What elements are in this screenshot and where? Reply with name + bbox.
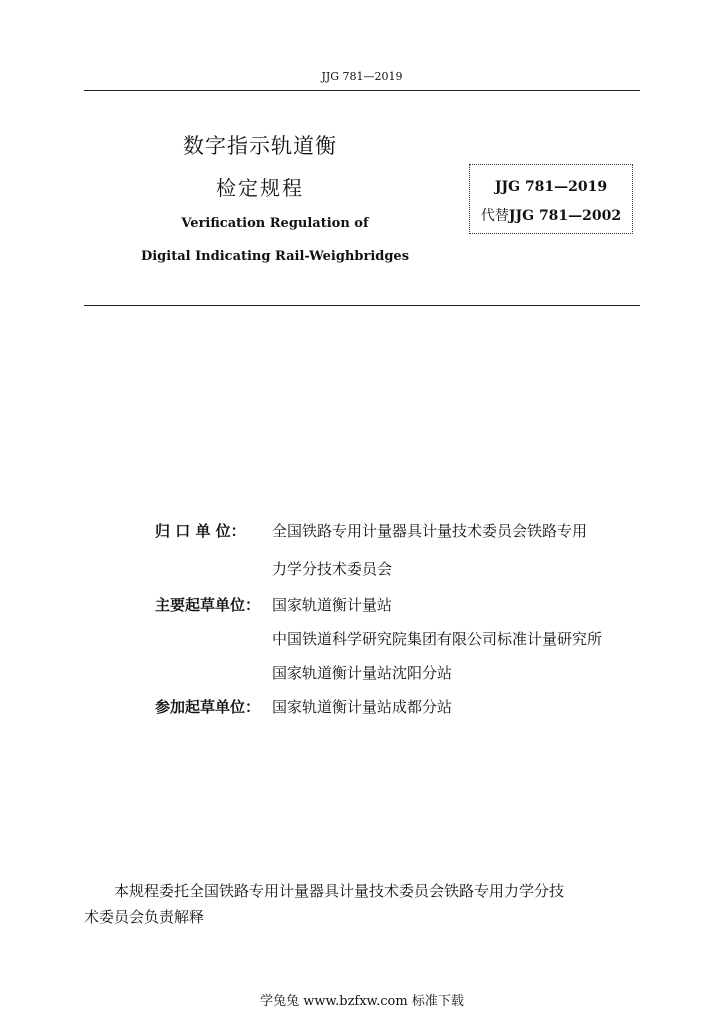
main-drafting-row — [155, 594, 645, 618]
standard-code-box — [469, 164, 633, 234]
responsible-unit-value: 全国铁路专用计量器具计量技术委员会铁路专用 — [272, 522, 588, 540]
top-divider — [84, 90, 640, 91]
interpretation-line2: 术委员会负责解释 — [84, 908, 205, 926]
replaces-line — [470, 205, 632, 225]
main-drafting-value-2: 中国铁道科学研究院集团有限公司标准计量研究所 — [272, 630, 603, 648]
subtitle-chinese: 检定规程 — [216, 176, 304, 200]
standard-code: JJG 781—2019 — [494, 179, 608, 195]
responsible-unit-label: 归 口 单 位： — [155, 522, 246, 540]
interpretation-paragraph — [84, 878, 644, 930]
title-english-line1: Verification Regulation of — [181, 216, 369, 231]
replaced-code: JJG 781—2002 — [508, 208, 622, 224]
title-chinese: 数字指示轨道衡 — [183, 134, 337, 158]
replaces-prefix: 代替 — [480, 208, 509, 224]
middle-divider — [84, 305, 640, 306]
footer-watermark: 学兔兔 www.bzfxw.com 标准下载 — [260, 994, 464, 1009]
participating-value: 国家轨道衡计量站成都分站 — [272, 698, 453, 716]
main-drafting-label: 主要起草单位： — [155, 596, 261, 614]
main-drafting-value-3: 国家轨道衡计量站沈阳分站 — [272, 664, 453, 682]
main-drafting-value-1: 国家轨道衡计量站 — [272, 596, 393, 614]
header-standard-code: JJG 781—2019 — [321, 70, 403, 83]
participating-row — [155, 696, 645, 720]
responsible-unit-value-cont: 力学分技术委员会 — [272, 560, 393, 578]
main-drafting-row-3 — [155, 662, 645, 686]
interpretation-line1: 本规程委托全国铁路专用计量器具计量技术委员会铁路专用力学分技 — [114, 882, 565, 900]
main-drafting-row-2 — [155, 628, 645, 652]
title-english-line2: Digital Indicating Rail-Weighbridges — [140, 249, 410, 264]
responsible-unit-row — [155, 520, 645, 544]
participating-label: 参加起草单位： — [155, 698, 261, 716]
responsible-unit-row-cont — [155, 558, 645, 582]
